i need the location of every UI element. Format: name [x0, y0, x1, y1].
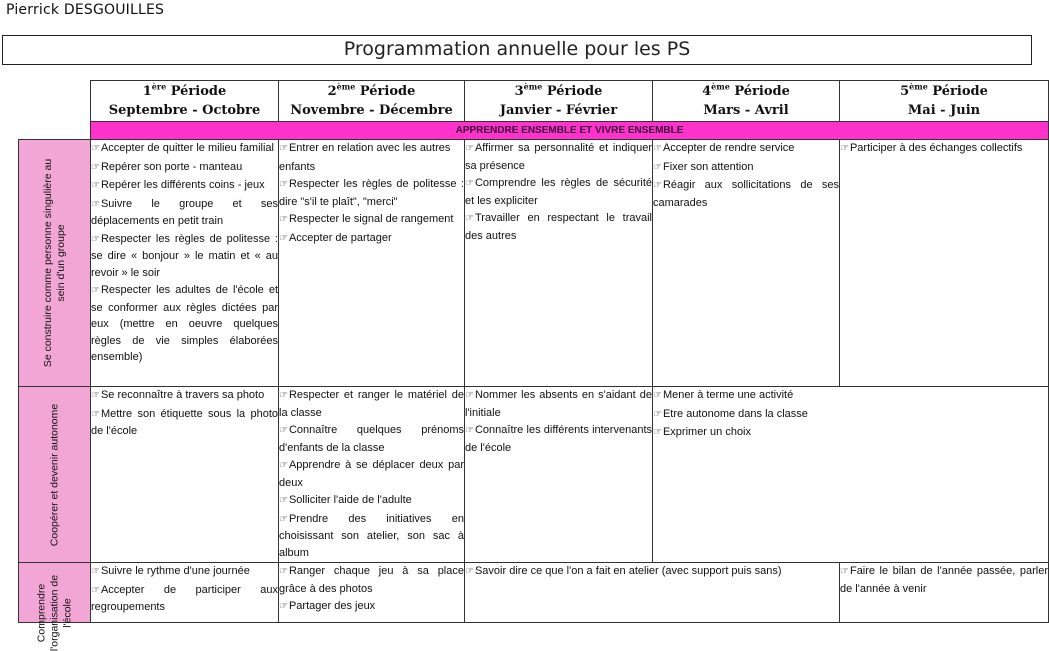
pointing-hand-icon: ☞: [91, 233, 100, 245]
list-item-text: Travailler en respectant le travail des autres: [465, 212, 652, 242]
pointing-hand-icon: ☞: [465, 178, 474, 189]
list-item-text: Respecter les adultes de l'école et se conformer aux règles dictées par eux (mettre en oeuvre quelques règles de vie simples élaborées ensemble): [91, 284, 278, 363]
row-label-cell: [19, 563, 91, 651]
list-item-text: Accepter de partager: [288, 231, 392, 244]
list-item: [653, 140, 839, 158]
list-item: [91, 231, 278, 282]
list-item-text: Apprendre à se déplacer deux par deux: [279, 459, 464, 489]
pointing-hand-icon: ☞: [653, 427, 662, 438]
table-row: [19, 563, 1049, 623]
list-item-text: Respecter les règles de politesse : dire "s'il te plaît", "merci": [279, 178, 464, 208]
pointing-hand-icon: ☞: [279, 143, 288, 154]
table-row: [19, 387, 1049, 563]
list-item: [465, 422, 652, 456]
pointing-hand-icon: ☞: [279, 214, 288, 225]
list-item: [465, 175, 652, 209]
table-cell: [91, 563, 279, 623]
list-item: [653, 406, 1048, 424]
list-item: [840, 140, 1048, 158]
list-item: [465, 140, 652, 174]
list-item-text: Se reconnaître à travers sa photo: [100, 389, 265, 401]
pointing-hand-icon: ☞: [279, 232, 288, 244]
table-cell: [465, 140, 653, 387]
list-item-text: Réagir aux sollicitations de ses camarades: [653, 179, 839, 209]
list-item: [279, 598, 464, 616]
programme-table: [18, 80, 1049, 651]
pointing-hand-icon: ☞: [279, 460, 288, 471]
author-name: Pierrick DESGOUILLES: [6, 2, 165, 18]
list-item-text: Prendre des initiatives en choisissant son atelier, son sac à album: [279, 512, 464, 559]
list-item-text: Participer à des échanges collectifs: [849, 142, 1023, 154]
row-label-cell: [19, 387, 91, 563]
pointing-hand-icon: ☞: [279, 495, 288, 506]
list-item: [279, 563, 464, 597]
list-item-text: Solliciter l'aide de l'adulte: [288, 494, 412, 506]
list-item-text: Suivre le groupe et ses déplacements en petit train: [91, 197, 278, 227]
pointing-hand-icon: ☞: [653, 143, 662, 154]
list-item: [91, 387, 278, 405]
pointing-hand-icon: ☞: [91, 584, 100, 596]
period-header-1: 1ère Période Septembre - Octobre: [91, 81, 279, 122]
row-label: Comprendre l'organisation de l'école: [35, 574, 73, 651]
pointing-hand-icon: ☞: [840, 566, 849, 577]
pointing-hand-icon: ☞: [279, 566, 288, 577]
list-item: [653, 177, 839, 211]
corner-blank: [19, 81, 91, 122]
pointing-hand-icon: ☞: [653, 390, 662, 401]
row-label: Coopérer et devenir autonome: [48, 403, 60, 546]
document-title: Programmation annuelle pour les PS: [343, 38, 691, 60]
document-title-box: [2, 35, 1032, 65]
list-item: [91, 406, 278, 440]
list-item-text: Mettre son étiquette sous la photo de l'école: [91, 407, 278, 437]
pointing-hand-icon: ☞: [91, 180, 100, 191]
table-row: [19, 140, 1049, 387]
list-item: [91, 282, 278, 366]
list-item: [653, 424, 1048, 442]
table-cell: [840, 563, 1049, 623]
list-item: [465, 387, 652, 421]
list-item: [279, 387, 464, 421]
list-item-text: Connaître les différents intervenants de l'école: [465, 424, 652, 454]
list-item: [91, 196, 278, 230]
list-item: [91, 177, 278, 195]
list-item-text: Ranger chaque jeu à sa place grâce à des photos: [279, 565, 464, 595]
list-item: [279, 492, 464, 510]
pointing-hand-icon: ☞: [91, 198, 100, 210]
list-item: [279, 457, 464, 491]
pointing-hand-icon: ☞: [653, 408, 662, 420]
row-label: Se construire comme personne singulière au sein d'un groupe: [41, 158, 67, 368]
list-item-text: Mener à terme une activité: [662, 389, 794, 401]
list-item: [279, 176, 464, 210]
table-cell: [653, 140, 840, 387]
pointing-hand-icon: ☞: [91, 143, 100, 154]
list-item-text: Repérer les différents coins - jeux: [100, 179, 265, 191]
pointing-hand-icon: ☞: [91, 285, 100, 296]
table-cell: [279, 563, 465, 623]
pointing-hand-icon: ☞: [279, 601, 288, 612]
table-cell: [465, 387, 653, 563]
list-item: [279, 422, 464, 456]
pointing-hand-icon: ☞: [840, 143, 849, 154]
list-item-text: Affirmer sa personnalité et indiquer sa présence: [465, 142, 652, 172]
pointing-hand-icon: ☞: [465, 143, 474, 154]
period-header-4: 4ème Période Mars - Avril: [653, 81, 840, 122]
list-item-text: Exprimer un choix: [662, 426, 752, 438]
list-item: [91, 140, 278, 158]
pointing-hand-icon: ☞: [279, 425, 288, 436]
table-cell: [840, 140, 1049, 387]
period-header-row: [19, 81, 1049, 122]
period-header-3: 3ème Période Janvier - Février: [465, 81, 653, 122]
table-cell: [91, 387, 279, 563]
table-cell: [653, 387, 1049, 563]
list-item: [279, 511, 464, 562]
pointing-hand-icon: ☞: [91, 566, 100, 577]
list-item: [465, 563, 839, 581]
list-item: [91, 159, 278, 177]
list-item-text: Comprendre les règles de sécurité et les expliciter: [465, 177, 652, 207]
list-item-text: Respecter et ranger le matériel de la classe: [279, 389, 464, 419]
list-item-text: Respecter les règles de politesse : se dire « bonjour » le matin et « au revoir » le soir: [91, 232, 278, 279]
list-item-text: Fixer son attention: [662, 160, 754, 173]
list-item: [840, 563, 1048, 597]
pointing-hand-icon: ☞: [465, 213, 474, 224]
list-item: [653, 159, 839, 177]
period-header-2: 2ème Période Novembre - Décembre: [279, 81, 465, 122]
table-cell: [279, 140, 465, 387]
list-item: [279, 140, 464, 158]
pointing-hand-icon: ☞: [279, 513, 288, 525]
pointing-hand-icon: ☞: [279, 390, 288, 401]
table-cell: [465, 563, 840, 623]
list-item: [279, 211, 464, 229]
list-item: [653, 387, 1048, 405]
list-item-text: Suivre le rythme d'une journée: [100, 565, 250, 577]
list-item-text: Accepter de participer aux regroupements: [91, 583, 278, 613]
pointing-hand-icon: ☞: [91, 390, 100, 401]
list-item: [91, 563, 278, 581]
list-item: [279, 230, 464, 248]
pointing-hand-icon: ☞: [465, 566, 474, 577]
pointing-hand-icon: ☞: [653, 180, 662, 191]
section-banner: APPRENDRE ENSEMBLE ET VIVRE ENSEMBLE: [91, 122, 1049, 140]
list-item: [279, 159, 464, 176]
list-item: [91, 582, 278, 616]
pointing-hand-icon: ☞: [279, 179, 288, 190]
list-item: [465, 210, 652, 244]
list-item-text: Faire le bilan de l'année passée, parler de l'année à venir: [840, 565, 1048, 595]
banner-blank: [19, 122, 91, 140]
list-item-text: Accepter de rendre service: [662, 142, 795, 154]
pointing-hand-icon: ☞: [91, 408, 100, 420]
pointing-hand-icon: ☞: [465, 425, 474, 436]
list-item-text: Entrer en relation avec les autres: [288, 142, 451, 154]
list-item-text: Savoir dire ce que l'on a fait en atelier (avec support puis sans): [474, 565, 782, 577]
table-cell: [91, 140, 279, 387]
period-header-5: 5ème Période Mai - Juin: [840, 81, 1049, 122]
row-label-cell: [19, 140, 91, 387]
pointing-hand-icon: ☞: [653, 161, 662, 173]
list-item-text: Connaître quelques prénoms d'enfants de la classe: [279, 424, 464, 454]
pointing-hand-icon: ☞: [91, 161, 100, 173]
list-item-text: Respecter le signal de rangement: [288, 213, 454, 225]
list-item-text: Nommer les absents en s'aidant de l'initiale: [465, 389, 652, 419]
banner-row: [19, 122, 1049, 140]
list-item-text: enfants: [279, 160, 316, 173]
list-item-text: Etre autonome dans la classe: [662, 407, 808, 420]
pointing-hand-icon: ☞: [465, 390, 474, 401]
list-item-text: Accepter de quitter le milieu familial: [100, 142, 274, 154]
table-cell: [279, 387, 465, 563]
list-item-text: Partager des jeux: [288, 600, 376, 612]
list-item-text: Repérer son porte - manteau: [100, 160, 243, 173]
